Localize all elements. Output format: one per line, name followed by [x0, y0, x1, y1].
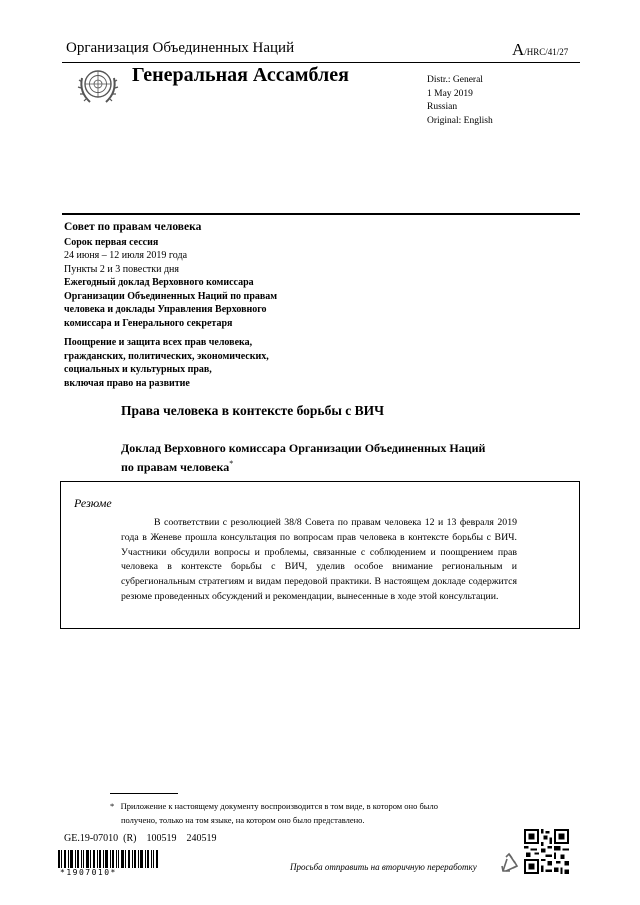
- agenda-items: Пункты 2 и 3 повестки дня: [64, 263, 179, 275]
- organization-name: Организация Объединенных Наций: [66, 40, 295, 56]
- footnote-rule: [110, 793, 178, 794]
- barcode-icon: [58, 850, 158, 868]
- document-title: Права человека в контексте борьбы с ВИЧ: [121, 403, 385, 418]
- recycle-note: Просьба отправить на вторичную переработку: [290, 862, 477, 872]
- symbol-letter: A: [512, 40, 525, 59]
- report-title-line2: по правам человека*: [121, 459, 234, 474]
- session-line: Сорок первая сессия: [64, 236, 159, 248]
- distribution-block: [427, 74, 493, 128]
- agenda-item-2-line: комиссара и Генерального секретаря: [64, 317, 233, 329]
- agenda-item-2-line: Ежегодный доклад Верховного комиссара: [64, 277, 254, 288]
- session-dates: 24 июня – 12 июля 2019 года: [64, 250, 188, 261]
- footnote-line2: получено, только на том языке, на котором оно было представлено.: [121, 814, 365, 825]
- council-heading: Совет по правам человека: [64, 221, 202, 233]
- agenda-item-3-line: гражданских, политических, экономических,: [64, 350, 269, 362]
- report-title-line1: Доклад Верховного комиссара Организации Объединенных Наций: [121, 441, 486, 455]
- main-rule: [62, 213, 580, 215]
- footnote: [110, 800, 510, 827]
- header-rule: [62, 62, 580, 63]
- document-code: GE.19-07010 (R) 100519 240519: [64, 833, 217, 844]
- council-block: [64, 221, 304, 390]
- agenda-item-3-line: Поощрение и защита всех прав человека,: [64, 337, 253, 348]
- summary-text: В соответствии с резолюцией 38/8 Совета по правам человека 12 и 13 февраля 2019 года в Женеве прошла консультация по вопросам прав человека в контексте борьбы с ВИЧ. Участники обсудили вопросы и проблемы, связанные с соблюдением и поощрением прав человека в контексте борьбы с ВИЧ, уделив особое внимание региональным и субрегиональным стратегиям и видам передовой практики. В настоящем докладе содержится резюме проведенных обсуждений и рекомендации, вынесенные в ходе этой консультации.: [121, 517, 517, 602]
- footnote-line1: * Приложение к настоящему документу воспроизводится в том виде, в котором оно было: [110, 801, 439, 811]
- agenda-item-3-line: социальных и культурных прав,: [64, 364, 212, 375]
- summary-heading: Резюме: [74, 496, 112, 510]
- symbol-rest: /HRC/41/27: [524, 47, 569, 57]
- assembly-title: Генеральная Ассамблея: [132, 64, 349, 86]
- distr-date: 1 May 2019: [427, 88, 473, 99]
- distr-original: Original: English: [427, 115, 493, 126]
- agenda-item-2-line: человека и доклады Управления Верховного: [64, 304, 267, 315]
- report-title: [121, 440, 485, 475]
- agenda-item-2-line: Организации Объединенных Наций по правам: [64, 290, 278, 302]
- un-emblem-icon: [76, 64, 120, 108]
- footnote-mark: *: [110, 801, 115, 811]
- document-symbol: [512, 40, 568, 60]
- distr-language: Russian: [427, 102, 458, 113]
- barcode-number: *1907010*: [60, 868, 117, 877]
- footnote-ref: *: [229, 459, 234, 468]
- recycle-icon: [498, 852, 520, 874]
- distr-line: Distr.: General: [427, 75, 483, 85]
- agenda-item-3-line: включая право на развитие: [64, 377, 190, 389]
- qr-code-icon: [524, 829, 569, 874]
